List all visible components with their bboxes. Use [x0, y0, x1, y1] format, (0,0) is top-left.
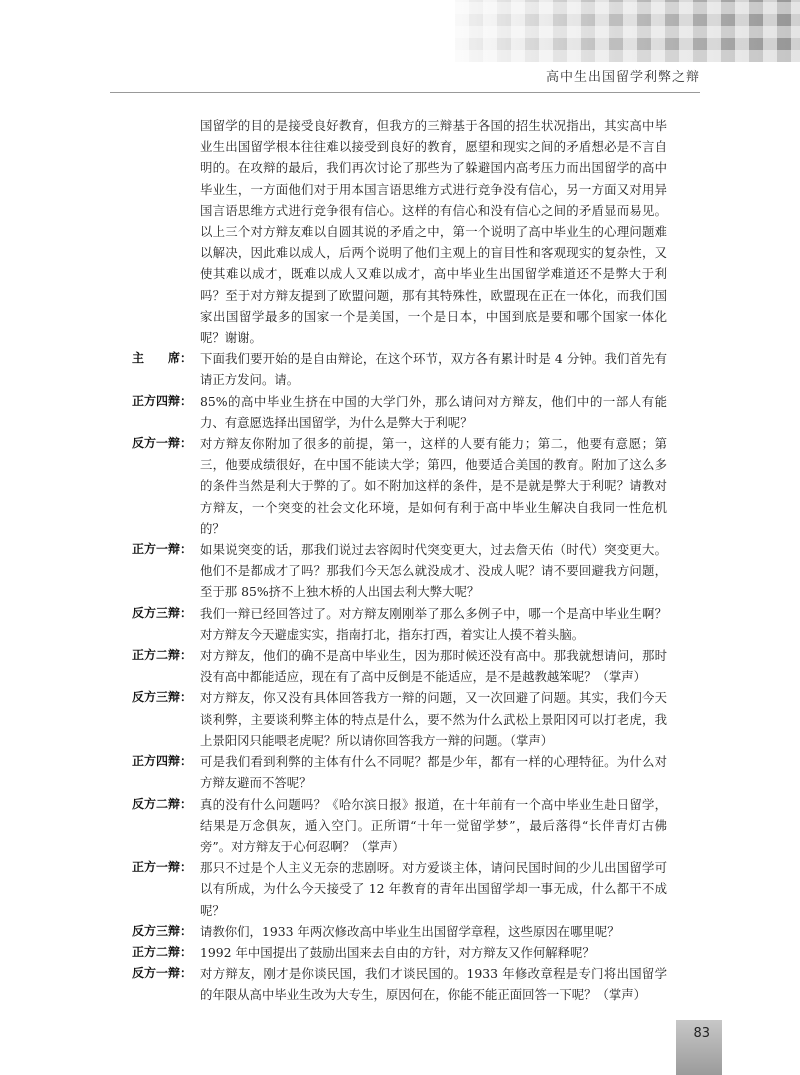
speaker-label: 反方一辩：	[132, 436, 193, 451]
header-decoration	[455, 0, 800, 62]
dialogue-turn	[132, 794, 667, 858]
dialogue-turn	[132, 348, 667, 390]
speech-text: 对方辩友你附加了很多的前提，第一，这样的人要有能力；第二，他要有意愿；第三，他要成绩很好，在中国不能读大学；第四，他要适合美国的教育。附加了这么多的条件当然是利大于弊的了。如不附加这样的条件，是不是就是弊大于利呢？请教对方辩友，一个突变的社会文化环境，是如何有利于高中毕业生解决自我同一性危机的？	[200, 436, 667, 536]
dialogue-turn	[132, 433, 667, 539]
speech-text: 85%的高中毕业生挤在中国的大学门外，那么请问对方辩友，他们中的一部人有能力、有意愿选择出国留学，为什么是弊大于利呢？	[200, 393, 667, 430]
page-number: 83	[693, 1026, 710, 1041]
speaker-label: 正方二辩：	[132, 944, 193, 959]
dialogue-turn	[132, 603, 667, 645]
speech-text: 1992 年中国提出了鼓励出国来去自由的方针，对方辩友又作何解释呢？	[200, 944, 595, 960]
dialogue-turn	[132, 963, 667, 1005]
speech-text: 对方辩友，你又没有具体回答我方一辩的问题，又一次回避了问题。其实，我们今天谈利弊，主要谈利弊主体的特点是什么，要不然为什么武松上景阳冈可以打老虎，我上景阳冈只能喂老虎呢？所以请你回答我方一辩的问题。（掌声）	[200, 690, 667, 748]
speaker-label: 正方一辩：	[132, 542, 193, 557]
dialogue-turn	[132, 857, 667, 921]
speaker-label: 正方一辩：	[132, 860, 193, 875]
intro-paragraph: 国留学的目的是接受良好教育，但我方的三辩基于各国的招生状况指出，其实高中毕业生出国留学根本往往难以接受到良好的教育，愿望和现实之间的矛盾想必是不言自明的。在攻辩的最后，我们再次讨论了那些为了躲避国内高考压力而出国留学的高中毕业生，一方面他们对于用本国言语思维方式进行竞争没有信心，另一方面又对用异国言语思维方式进行竞争很有信心。这样的有信心和没有信心之间的矛盾显而易见。以上三个对方辩友难以自圆其说的矛盾之中，第一个说明了高中毕业生的心理问题难以解决，因此难以成人，后两个说明了他们主观上的盲目性和客观现实的复杂性，又使其难以成才，既难以成人又难以成才，高中毕业生出国留学难道还不是弊大于利吗？至于对方辩友提到了欧盟问题，那有其特殊性，欧盟现在正在一体化，而我们国家出国留学最多的国家一个是美国，一个是日本，中国到底是要和哪个国家一体化呢？谢谢。	[200, 118, 667, 346]
speech-text: 对方辩友，他们的确不是高中毕业生，因为那时候还没有高中。那我就想请问，那时没有高中都能适应，现在有了高中反倒是不能适应，是不是越教越笨呢？（掌声）	[200, 648, 667, 685]
running-header: 高中生出国留学利弊之辩	[545, 70, 700, 85]
speaker-label: 反方三辩：	[132, 690, 193, 705]
speaker-label: 反方二辩：	[132, 796, 193, 811]
speaker-label: 反方三辩：	[132, 605, 193, 620]
dialogue-turn	[132, 687, 667, 751]
dialogue-turn	[132, 645, 667, 687]
speaker-label: 反方三辩：	[132, 923, 193, 938]
speech-text: 对方辩友，刚才是你谈民国，我们才谈民国的。1933 年修改章程是专门将出国留学的年限从高中毕业生改为大专生，原因何在，你能不能正面回答一下呢？（掌声）	[200, 966, 667, 1003]
speech-text: 下面我们要开始的是自由辩论，在这个环节，双方各有累计时是 4 分钟。我们首先有请正方发问。请。	[200, 351, 667, 388]
debate-dialogue	[132, 348, 667, 1005]
dialogue-turn	[132, 539, 667, 603]
speech-text: 我们一辩已经回答过了。对方辩友刚刚举了那么多例子中，哪一个是高中毕业生啊？对方辩友今天避虚实实，指南打北，指东打西，着实让人摸不着头脑。	[200, 605, 667, 642]
speech-text: 可是我们看到利弊的主体有什么不同呢？都是少年，都有一样的心理特征。为什么对方辩友避而不答呢？	[200, 754, 667, 791]
speaker-label: 主 席：	[132, 351, 193, 366]
speech-text: 那只不过是个人主义无奈的悲剧呀。对方爱谈主体，请问民国时间的少儿出国留学可以有所成，为什么今天接受了 12 年教育的青年出国留学却一事无成，什么都干不成呢？	[200, 860, 667, 918]
dialogue-turn	[132, 751, 667, 793]
header-rule	[110, 92, 700, 93]
speaker-label: 正方二辩：	[132, 648, 193, 663]
speech-text: 请教你们，1933 年两次修改高中毕业生出国留学章程，这些原因在哪里呢？	[200, 923, 620, 939]
speech-text: 真的没有什么问题吗？《哈尔滨日报》报道，在十年前有一个高中毕业生赴日留学，结果是万念俱灰，遁入空门。正所谓“十年一觉留学梦”，最后落得“长伴青灯古佛旁”。对方辩友于心何忍啊？（掌声）	[200, 796, 667, 854]
speaker-label: 正方四辩：	[132, 754, 193, 769]
speech-text: 如果说突变的话，那我们说过去容闳时代突变更大，过去詹天佑（时代）突变更大。他们不是都成才了吗？那我们今天怎么就没成才、没成人呢？请不要回避我方问题，至于那 85%挤不上独木桥的人出国去利大弊大呢？	[200, 542, 667, 600]
dialogue-turn	[132, 942, 667, 963]
page-content	[132, 115, 667, 1006]
dialogue-turn	[132, 391, 667, 433]
speaker-label: 反方一辩：	[132, 966, 193, 981]
speaker-label: 正方四辩：	[132, 393, 193, 408]
dialogue-turn	[132, 921, 667, 942]
